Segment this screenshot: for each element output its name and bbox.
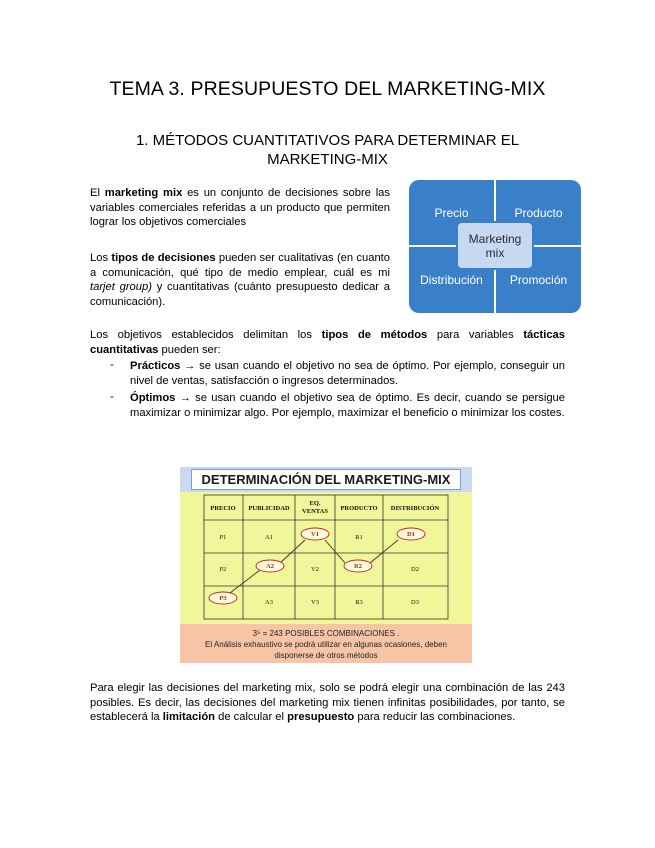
bold-term: marketing mix [104,187,183,199]
bold-term: tácticas cuantitativas [90,329,565,356]
quadrant-distribucion: Distribución [409,247,494,313]
combinations-count: 3⁵ = 243 POSIBLES COMBINACIONES . [252,629,400,638]
paragraph-marketing-mix [90,186,390,230]
text: Los objetivos establecidos delimitan los [90,329,322,341]
text: El [90,187,105,199]
text: y cuantitativas (cuánto presupuesto dedicar a comunicación). [90,281,390,308]
cell: R1 [355,534,363,541]
bullet-term: Prácticos [130,360,181,372]
bullet-practicos [130,359,565,388]
combination-table-svg [180,492,472,624]
bullet-text: se usan cuando el objetivo sea de óptimo. Es decir, cuando se persigue maximizar o minimizar algo. Por ejemplo, maximizar el beneficio o minimizar los costes. [130,392,565,419]
cell: D3 [411,599,419,606]
arrow-icon: → [180,360,200,372]
col-header: DISTRIBUCIÓN [390,505,440,512]
cell-selected: D1 [407,531,415,538]
col-header: PRODUCTO [340,505,378,512]
section-heading-line2: MARKETING-MIX [267,151,388,168]
col-header-ventas: VENTAS [302,508,328,515]
bullet-text: se usan cuando el objetivo no sea de óptimo. Por ejemplo, conseguir un nivel de ventas, satisfacción o ingresos determinados. [130,360,565,387]
cell: R3 [355,599,363,606]
text: pueden ser: [158,343,221,356]
text: para variables [427,329,524,341]
section-heading [0,131,655,169]
center-marketing-mix: Marketing mix [456,221,534,270]
combination-grid [180,492,472,624]
arrow-icon: → [175,392,196,404]
quadrant-producto: Producto [496,180,581,245]
col-header: PUBLICIDAD [248,505,290,512]
text: para reducir las combinaciones. [354,711,516,724]
bold-term: limitación [162,711,215,724]
cell-selected: R2 [354,563,362,570]
marketing-mix-diagram [409,180,581,313]
determination-figure [180,467,472,663]
col-header: PRECIO [210,505,236,512]
section-heading-line1: 1. MÉTODOS CUANTITATIVOS PARA DETERMINAR EL [135,132,520,149]
path-line [370,540,398,563]
page-title: TEMA 3. PRESUPUESTO DEL MARKETING-MIX [109,78,546,100]
text: Para elegir las decisiones del marketing mix, solo se podrá elegir una combinación de las 243 posibles. Es decir, las decisiones del marketing mix tienen infinitas posibilidades, por tanto, se establecerá la [90,682,565,724]
cell: D2 [411,566,419,573]
bold-term: tipos de métodos [321,329,428,341]
text: Los [90,252,112,264]
cell-selected: A2 [266,563,274,570]
col-header-eq: EQ. [309,500,321,507]
cell: A1 [265,534,273,541]
paragraph-method-types [90,328,565,357]
text: de calcular el [214,711,288,724]
bullet-dash: - [110,391,114,403]
path-line [280,540,305,563]
footer-note: disponerse de otros métodos [274,651,378,660]
bullet-optimos [130,391,565,420]
figure-heading: DETERMINACIÓN DEL MARKETING-MIX [191,469,461,490]
cell: V2 [311,566,319,573]
paragraph-decision-types [90,251,390,309]
text: es un conjunto de decisiones sobre las variables comerciales referidas a un producto que permiten lograr los objetivos comerciales [90,187,390,229]
cell: P2 [219,566,227,573]
italic-term: tarjet group) [90,281,152,294]
bold-term: presupuesto [287,711,355,724]
text: pueden ser cualitativas (en cuanto a comunicación, qué tipo de medio emplear, cuál es mi [90,252,390,279]
bullet-dash: - [110,359,114,371]
bold-term: tipos de decisiones [111,252,216,264]
quadrant-precio: Precio [409,180,494,245]
figure-footer [180,624,472,663]
cell-selected: P3 [219,595,227,602]
cell: A3 [265,599,273,606]
footer-note: El Análisis exhaustivo se podrá utilizar en algunas ocasiones, deben [205,640,447,649]
cell: P1 [219,534,227,541]
bullet-term: Óptimos [130,392,176,404]
cell: V3 [311,599,319,606]
paragraph-limitation [90,681,565,725]
quadrant-promocion: Promoción [496,247,581,313]
path-line [230,570,260,593]
cell-selected: V1 [311,531,319,538]
